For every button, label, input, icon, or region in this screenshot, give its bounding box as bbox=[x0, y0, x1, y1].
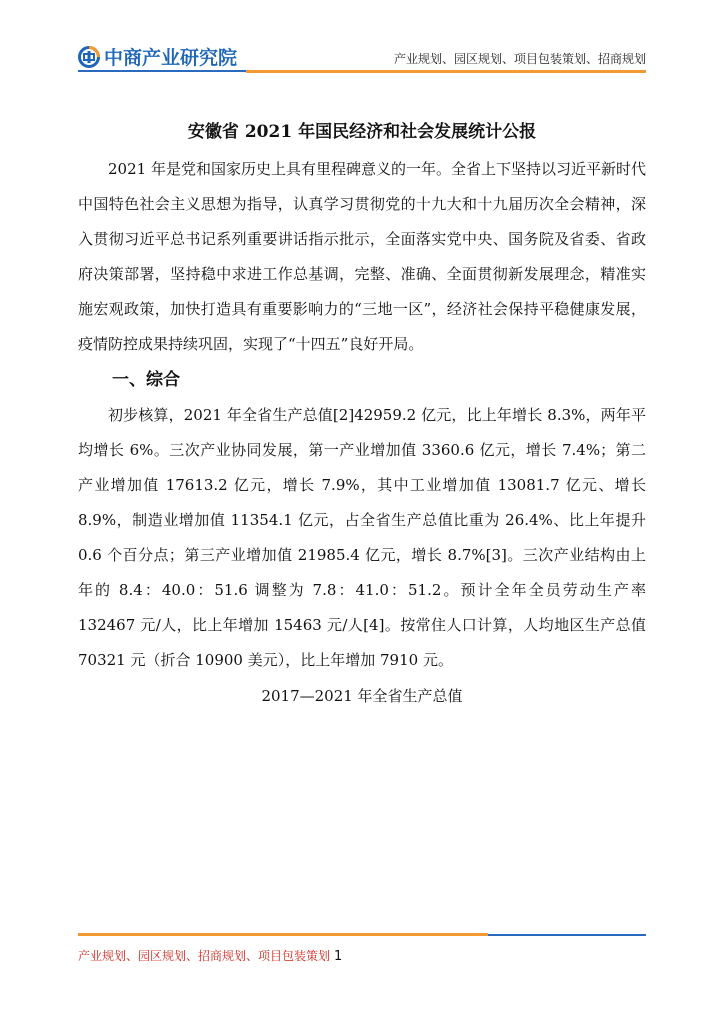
header-tagline: 产业规划、园区规划、项目包装策划、招商规划 bbox=[393, 52, 646, 66]
intro-paragraph: 2021 年是党和国家历史上具有里程碑意义的一年。全省上下坚持以习近平新时代中国特色社会主义思想为指导，认真学习贯彻党的十九大和十九届历次全会精神，深入贯彻习近平总书记系列重要讲话指示批示，全面落实党中央、国务院及省委、省政府决策部署，坚持稳中求进工作总基调，完整、准确、全面贯彻新发展理念，精准实施宏观政策，加快打造具有重要影响力的“三地一区”，经济社会保持平稳健康发展，疫情防控成果持续巩固，实现了“十四五”良好开局。 bbox=[78, 160, 646, 353]
footer-divider-orange bbox=[78, 933, 488, 936]
section-paragraph: 初步核算，2021 年全省生产总值[2]42959.2 亿元，比上年增长 8.3%，两年平均增长 6%。三次产业协同发展，第一产业增加值 3360.6 亿元，增长 7.4%；第二产业增加值 17613.2 亿元，增长 7.9%，其中工业增加值 13081.7 亿元、增长 8.9%，制造业增加值 11354.1 亿元，占全省生产总值比重为 26.4%、比上年提升 0.6 个百分点；第三产业增加值 21985.4 亿元，增长 8.7%[3]。三次产业结构由上年的 8.4：40.0：51.6 调整为 7.8：41.0：51.2。预计全年全员劳动生产率 132467 元/人，比上年增加 15463 元/人[4]。按常住人口计算，人均地区生产总值 70321 元（折合 10900 美元），比上年增加 7910 元。 bbox=[78, 406, 646, 669]
header-divider-blue bbox=[78, 70, 246, 72]
document-body bbox=[78, 118, 646, 714]
header-divider-orange bbox=[246, 70, 646, 73]
logo bbox=[78, 43, 237, 70]
footer-tagline: 产业规划、园区规划、招商规划、项目包装策划 bbox=[78, 949, 331, 963]
page-header bbox=[0, 0, 724, 90]
footer-text-line bbox=[78, 947, 342, 964]
page-footer bbox=[0, 925, 724, 985]
section-heading: 一、综合 bbox=[112, 370, 180, 390]
zhongshang-logo-icon bbox=[78, 46, 100, 68]
figure-caption: 2017—2021 年全省生产总值 bbox=[261, 687, 463, 705]
footer-divider-blue bbox=[488, 934, 646, 936]
logo-text: 中商产业研究院 bbox=[104, 47, 238, 69]
document-title: 安徽省 2021 年国民经济和社会发展统计公报 bbox=[187, 122, 537, 142]
page-number: 1 bbox=[334, 949, 343, 964]
